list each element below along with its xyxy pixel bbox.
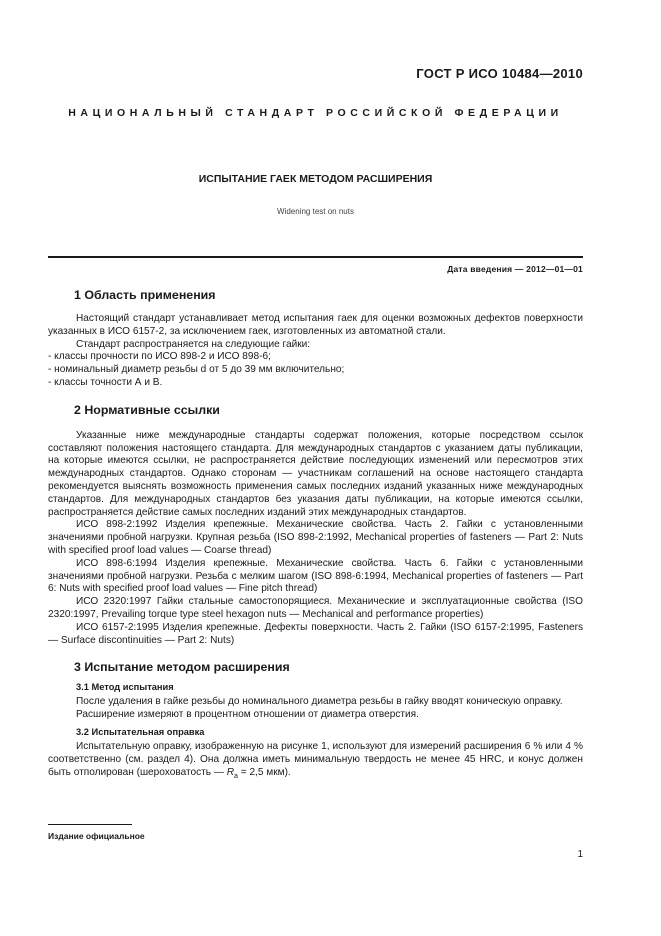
- page-number: 1: [577, 849, 583, 860]
- section-3-heading: 3 Испытание методом расширения: [74, 660, 290, 675]
- paragraph-text: Испытательную оправку, изображенную на рисунке 1, используют для измерений расширения 6 % или 4 % соответственно (см. раздел 4). Она должна иметь минимальную твердость не менее 45 HRC, и конус должен быть отполирован (шероховатость —: [48, 740, 583, 778]
- list-item: - номинальный диаметр резьбы d от 5 до 39 мм включительно;: [48, 364, 345, 376]
- subsection-3-1-paragraph: После удаления в гайке резьбы до номинального диаметра резьбы в гайку вводят коническую оправку.: [76, 696, 563, 708]
- standard-number: ГОСТ Р ИСО 10484—2010: [416, 66, 583, 81]
- subsection-3-1-paragraph: Расширение измеряют в процентном отношении от диаметра отверстия.: [76, 709, 419, 721]
- reference-item: ИСО 898-6:1994 Изделия крепежные. Механические свойства. Часть 6. Гайки с установленными значениями пробной нагрузки. Резьба с мелким шагом (ISO 898-6:1994, Mechanical properties of fasteners — Part 6: Nuts with specified proof load values — Fine pitch thread): [48, 557, 583, 595]
- section-2-heading: 2 Нормативные ссылки: [74, 402, 220, 417]
- reference-item: ИСО 2320:1997 Гайки стальные самостопорящиеся. Механические и эксплуатационные свойства (ISO 2320:1997, Prevailing torque type steel hexagon nuts — Mechanical and performance properties): [48, 596, 583, 620]
- title-separator: [48, 256, 583, 258]
- national-standard-heading: НАЦИОНАЛЬНЫЙ СТАНДАРТ РОССИЙСКОЙ ФЕДЕРАЦИИ: [68, 107, 563, 119]
- list-item: - классы прочности по ИСО 898-2 и ИСО 898-6;: [48, 351, 271, 363]
- edition-label: Издание официальное: [48, 831, 145, 841]
- reference-item: ИСО 898-2:1992 Изделия крепежные. Механические свойства. Часть 2. Гайки с установленными значениями пробной нагрузки. Крупная резьба (ISO 898-2:1992, Mechanical properties of fasteners — Part 2: Nuts with specified proof load values — Coarse thread): [48, 519, 583, 556]
- list-item: - классы точности А и В.: [48, 376, 163, 388]
- document-title: ИСПЫТАНИЕ ГАЕК МЕТОДОМ РАСШИРЕНИЯ: [198, 173, 433, 185]
- subsection-3-2-paragraph: [48, 741, 583, 783]
- roughness-symbol: R: [226, 766, 235, 778]
- section-1-heading: 1 Область применения: [74, 288, 216, 302]
- reference-item: ИСО 6157-2:1995 Изделия крепежные. Дефекты поверхности. Часть 2. Гайки (ISO 6157-2:1995, Fasteners — Surface discontinuities — Part 2: Nuts): [48, 621, 583, 646]
- roughness-subscript: a: [234, 772, 238, 780]
- footer-separator: [48, 824, 132, 825]
- subsection-3-2-heading: 3.2 Испытательная оправка: [76, 726, 205, 737]
- intro-date: Дата введения — 2012—01—01: [447, 264, 583, 274]
- section-1-paragraph: Настоящий стандарт устанавливает метод испытания гаек для оценки возможных дефектов поверхности указанных в ИСО 6157-2, за исключением гаек, изготовленных из автоматной стали.: [48, 313, 583, 337]
- paragraph-text: = 2,5 мкм).: [237, 766, 291, 778]
- subsection-3-1-heading: 3.1 Метод испытания: [76, 682, 174, 693]
- section-1-paragraph: Стандарт распространяется на следующие гайки:: [76, 338, 311, 350]
- document-title-english: Widening test on nuts: [277, 207, 354, 216]
- section-2-paragraph: Указанные ниже международные стандарты содержат положения, которые посредством ссылок составляют положения настоящего стандарта. Для международных стандартов с указанием даты публикации, на которые имеются ссылки, не распространяется действие последующих изменений или пересмотров этих международных стандартов. Однако сторонам — участникам соглашений на основе настоящего стандарта рекомендуется выяснять возможность применения самых последних изданий указанных ниже международных стандартов. Для международных стандартов без указания даты публикации, на которые имеются ссылки, распространяется действие самых последних изданий этих международных стандартов.: [48, 429, 583, 518]
- main-content: [48, 287, 583, 783]
